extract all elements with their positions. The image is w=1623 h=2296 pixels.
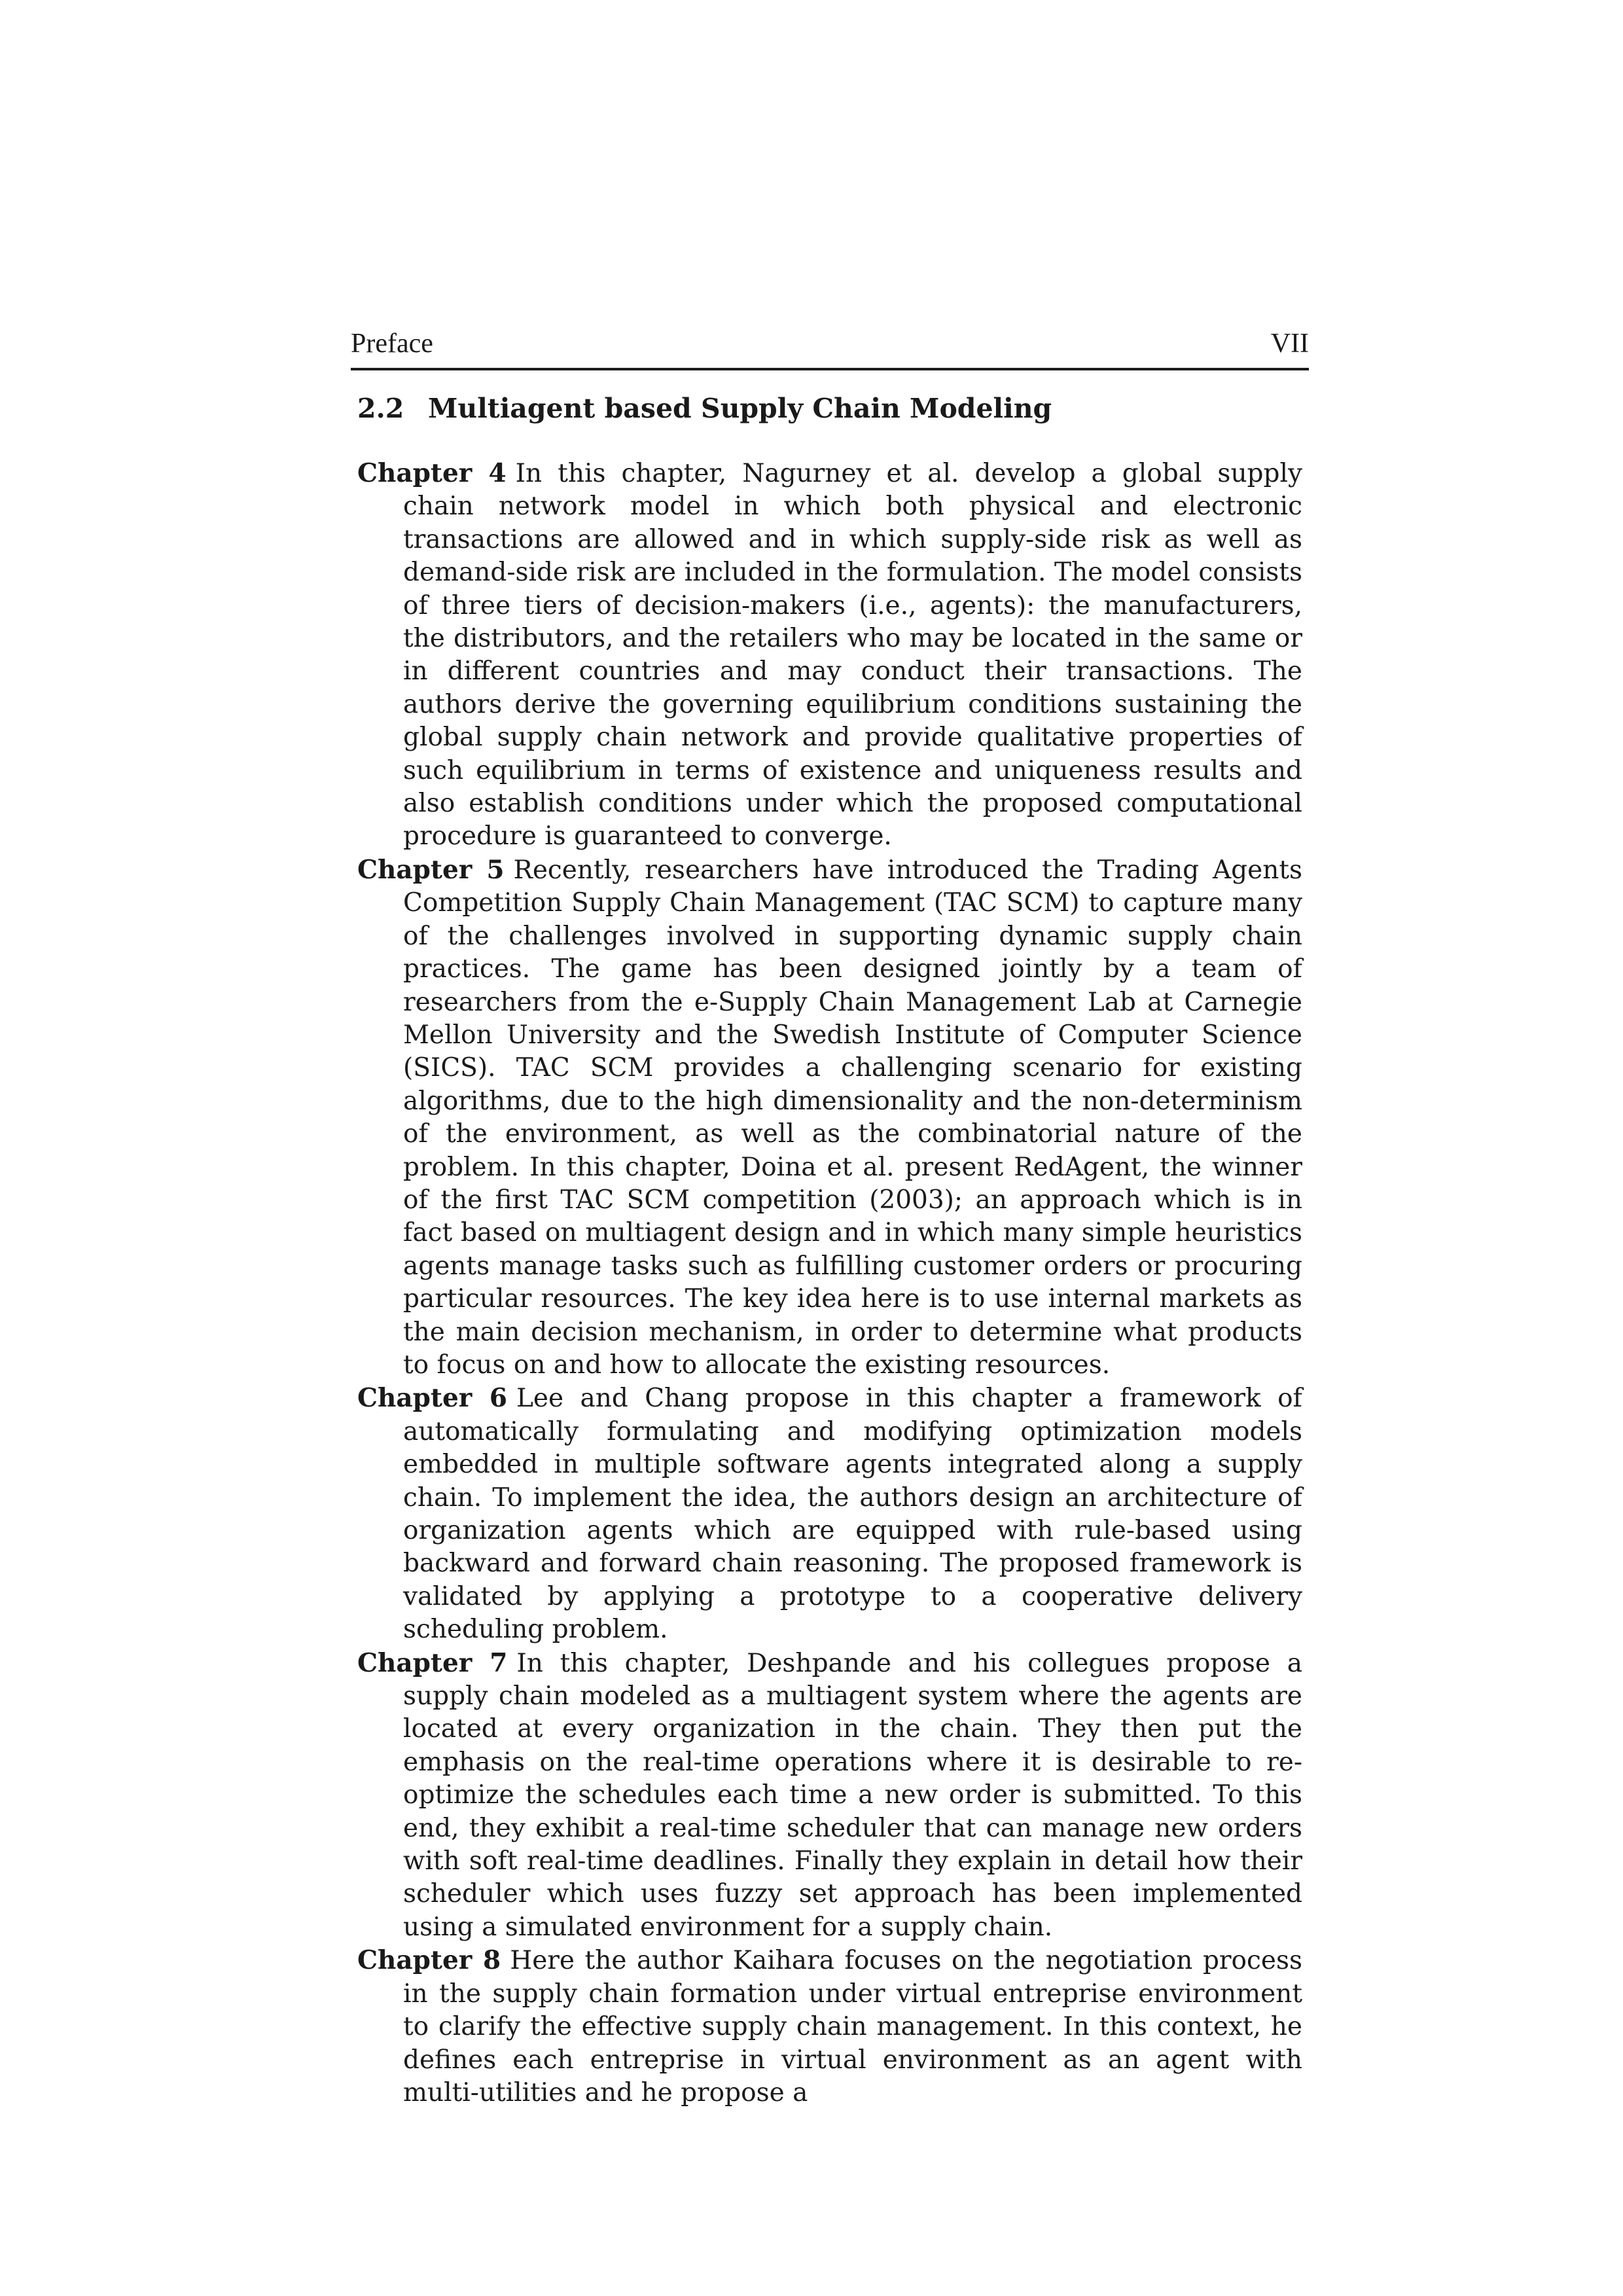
chapter-5-text: Recently, researchers have introduced the Trading Agents Competition Supply Chain Management (TAC SCM) to capture many of the challenges involved in supporting dynamic supply chain practices. The game has been designed jointly by a team of researchers from the e-Supply Chain Management Lab at Carnegie Mellon University and the Swedish Institute of Computer Science (SICS). TAC SCM provides a challenging scenario for existing algorithms, due to the high dimensionality and the non-determinism of the environment, as well as the combinatorial nature of the problem. In this chapter, Doina et al. present RedAgent, the winner of the first TAC SCM competition (2003); an approach which is in fact based on multiagent design and in which many simple heuristics agents manage tasks such as fulfilling customer orders or procuring particular resources. The key idea here is to use internal markets as the main decision mechanism, in order to determine what products to focus on and how to allocate the existing resources.: [403, 855, 1302, 1380]
chapter-6-description: [357, 1382, 1302, 1646]
chapter-description-list: [357, 457, 1302, 2109]
chapter-4-description: [357, 457, 1302, 853]
running-head: [351, 322, 1309, 370]
section-heading: [357, 391, 1052, 425]
running-head-title: Preface: [351, 329, 433, 359]
page-number: VII: [1270, 329, 1309, 359]
chapter-7-text: In this chapter, Deshpande and his collegues propose a supply chain modeled as a multiagent system where the agents are located at every organization in the chain. They then put the emphasis on the real-time operations where it is desirable to re-optimize the schedules each time a new order is submitted. To this end, they exhibit a real-time scheduler that can manage new orders with soft real-time deadlines. Finally they explain in detail how their scheduler which uses fuzzy set approach has been implemented using a simulated environment for a supply chain.: [403, 1648, 1302, 1942]
chapter-8-description: [357, 1944, 1302, 2109]
chapter-5-label: Chapter 5: [357, 854, 505, 885]
chapter-8-text: Here the author Kaihara focuses on the negotiation process in the supply chain formation under virtual entreprise environment to clarify the effective supply chain management. In this context, he defines each entreprise in virtual environment as an agent with multi-utilities and he propose a: [403, 1946, 1302, 2108]
chapter-4-label: Chapter 4: [357, 458, 507, 488]
chapter-4-text: In this chapter, Nagurney et al. develop a global supply chain network model in which both physical and electronic transactions are allowed and in which supply-side risk as well as demand-side risk are included in the formulation. The model consists of three tiers of decision-makers (i.e., agents): the manufacturers, the distributors, and the retailers who may be located in the same or in different countries and may conduct their transactions. The authors derive the governing equilibrium conditions sustaining the global supply chain network and provide qualitative properties of such equilibrium in terms of existence and uniqueness results and also establish conditions under which the proposed computational procedure is guaranteed to converge.: [403, 459, 1302, 852]
chapter-7-description: [357, 1647, 1302, 1945]
chapter-5-description: [357, 853, 1302, 1382]
chapter-7-label: Chapter 7: [357, 1647, 508, 1678]
section-title: Multiagent based Supply Chain Modeling: [428, 393, 1052, 424]
chapter-6-text: Lee and Chang propose in this chapter a framework of automatically formulating and modifying optimization models embedded in multiple software agents integrated along a supply chain. To implement the idea, the authors design an architecture of organization agents which are equipped with rule-based using backward and forward chain reasoning. The proposed framework is validated by applying a prototype to a cooperative delivery scheduling problem.: [403, 1384, 1302, 1645]
chapter-6-label: Chapter 6: [357, 1383, 508, 1414]
chapter-8-label: Chapter 8: [357, 1945, 501, 1976]
section-number: 2.2: [357, 393, 404, 424]
